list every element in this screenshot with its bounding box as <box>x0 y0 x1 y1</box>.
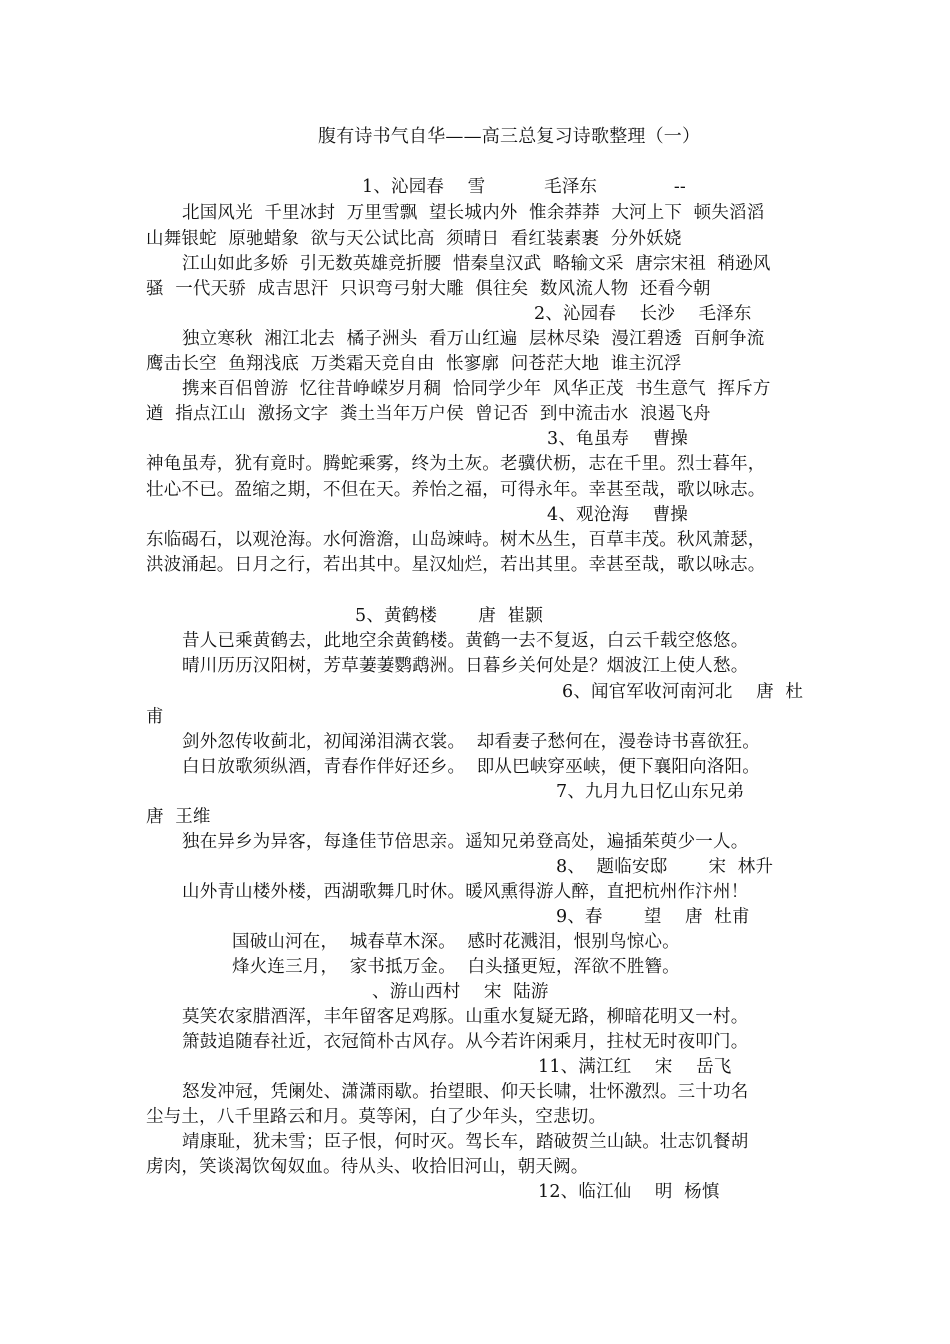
poem-line: 靖康耻，犹未雪；臣子恨，何时灭。驾长车，踏破贺兰山缺。壮志饥餐胡 <box>182 1132 749 1152</box>
poem-heading: 1、沁园春 雪 毛泽东 -- <box>362 177 687 197</box>
poem-heading: 11、满江红 宋 岳飞 <box>538 1057 732 1077</box>
poem-line: 携来百侣曾游 忆往昔峥嵘岁月稠 恰同学少年 风华正茂 书生意气 挥斥方 <box>182 379 771 399</box>
poem-heading: 5、黄鹤楼 唐 崔颢 <box>355 606 543 626</box>
poem-line: 莫笑农家腊酒浑，丰年留客足鸡豚。山重水复疑无路，柳暗花明又一村。 <box>182 1007 749 1027</box>
poem-line: 虏肉，笑谈渴饮匈奴血。待从头、收拾旧河山，朝天阙。 <box>146 1157 589 1177</box>
poem-line: 剑外忽传收蓟北，初闻涕泪满衣裳。 却看妻子愁何在，漫卷诗书喜欲狂。 <box>182 732 760 752</box>
poem-heading-continued: 甫 <box>146 707 164 727</box>
poem-line: 独立寒秋 湘江北去 橘子洲头 看万山红遍 层林尽染 漫江碧透 百舸争流 <box>182 329 765 349</box>
poem-line: 骚 一代天骄 成吉思汗 只识弯弓射大雕 俱往矣 数风流人物 还看今朝 <box>146 279 711 299</box>
poem-line: 白日放歌须纵酒，青春作伴好还乡。 即从巴峡穿巫峡，便下襄阳向洛阳。 <box>182 757 760 777</box>
poem-line: 壮心不已。盈缩之期，不但在天。养怡之福，可得永年。幸甚至哉，歌以咏志。 <box>146 480 766 500</box>
poem-line: 山舞银蛇 原驰蜡象 欲与天公试比高 须晴日 看红装素裹 分外妖娆 <box>146 229 682 249</box>
poem-line: 神龟虽寿，犹有竟时。腾蛇乘雾，终为土灰。老骥伏枥，志在千里。烈士暮年， <box>146 454 766 474</box>
poem-heading: 、游山西村 宋 陆游 <box>372 982 549 1002</box>
poem-line: 晴川历历汉阳树，芳草萋萋鹦鹉洲。日暮乡关何处是？烟波江上使人愁。 <box>182 656 749 676</box>
poem-line: 烽火连三月， 家书抵万金。 白头搔更短，浑欲不胜簪。 <box>232 957 680 977</box>
poem-heading: 9、春 望 唐 杜甫 <box>556 907 750 927</box>
poem-line: 昔人已乘黄鹤去，此地空余黄鹤楼。黄鹤一去不复返，白云千载空悠悠。 <box>182 631 749 651</box>
poem-line: 独在异乡为异客，每逢佳节倍思亲。遥知兄弟登高处，遍插茱萸少一人。 <box>182 832 749 852</box>
poem-line: 江山如此多娇 引无数英雄竞折腰 惜秦皇汉武 略输文采 唐宗宋祖 稍逊风 <box>182 254 771 274</box>
poem-line: 洪波涌起。日月之行，若出其中。星汉灿烂，若出其里。幸甚至哉，歌以咏志。 <box>146 555 766 575</box>
poem-heading: 8、 题临安邸 宋 林升 <box>556 857 774 877</box>
poem-line: 遒 指点江山 激扬文字 粪土当年万户侯 曾记否 到中流击水 浪遏飞舟 <box>146 404 711 424</box>
poem-line: 鹰击长空 鱼翔浅底 万类霜天竞自由 怅寥廓 问苍茫大地 谁主沉浮 <box>146 354 682 374</box>
poem-line: 箫鼓追随春社近，衣冠简朴古风存。从今若许闲乘月，拄杖无时夜叩门。 <box>182 1032 749 1052</box>
poem-line: 尘与土，八千里路云和月。莫等闲，白了少年头，空悲切。 <box>146 1107 607 1127</box>
poem-line: 山外青山楼外楼，西湖歌舞几时休。暖风熏得游人醉，直把杭州作汴州！ <box>182 882 749 902</box>
poem-heading: 4、观沧海 曹操 <box>547 505 688 525</box>
poem-line: 东临碣石，以观沧海。水何澹澹，山岛竦峙。树木丛生，百草丰茂。秋风萧瑟， <box>146 530 766 550</box>
document-title: 腹有诗书气自华——高三总复习诗歌整理（一） <box>318 126 701 147</box>
poem-line: 北国风光 千里冰封 万里雪飘 望长城内外 惟余莽莽 大河上下 顿失滔滔 <box>182 203 765 223</box>
poem-line: 怒发冲冠，凭阑处、潇潇雨歇。抬望眼、仰天长啸，壮怀激烈。三十功名 <box>182 1082 749 1102</box>
poem-heading: 6、闻官军收河南河北 唐 杜 <box>562 682 804 702</box>
poem-heading: 7、九月九日忆山东兄弟 <box>556 782 745 802</box>
poem-heading: 2、沁园春 长沙 毛泽东 <box>534 304 752 324</box>
poem-heading: 12、临江仙 明 杨慎 <box>538 1182 720 1202</box>
poem-heading: 3、龟虽寿 曹操 <box>547 429 688 449</box>
poem-heading-continued: 唐 王维 <box>146 807 211 827</box>
poem-line: 国破山河在， 城春草木深。 感时花溅泪，恨别鸟惊心。 <box>232 932 680 952</box>
